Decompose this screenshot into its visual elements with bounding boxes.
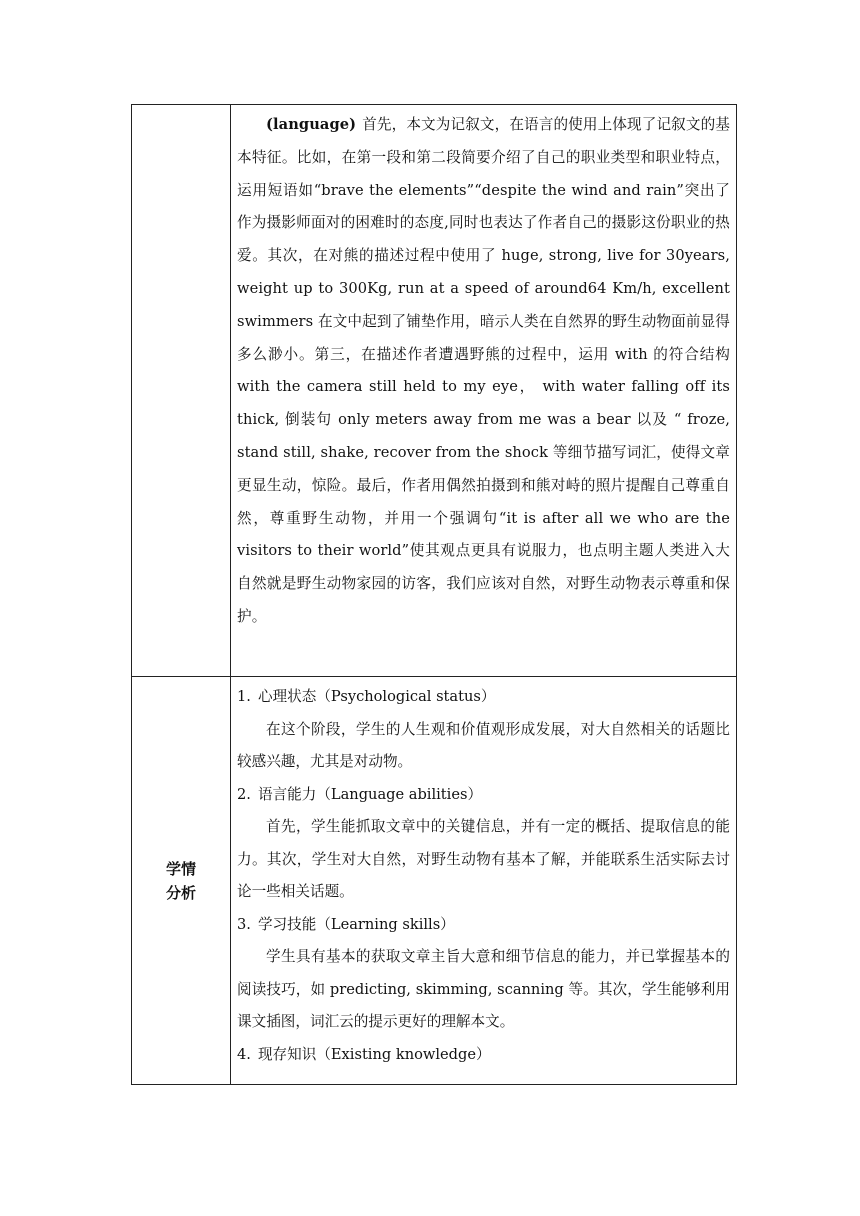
lesson-plan-table (131, 104, 737, 1085)
table-row-student-analysis (132, 677, 737, 1085)
item-text: 在这个阶段，学生的人生观和价值观形成发展，对大自然相关的话题比较感兴趣，尤其是对动物。 (237, 720, 730, 770)
item-heading: 1. 心理状态（Psychological status） (237, 688, 496, 705)
language-analysis-body: 首先，本文为记叙文，在语言的使用上体现了记叙文的基本特征。比如，在第一段和第二段简要介绍了自己的职业类型和职业特点，运用短语如“brave the elements”“despite the wind and rain”突出了作为摄影师面对的困难时的态度,同时也表达了作者自己的摄影这份职业的热爱。其次，在对熊的描述过程中使用了 huge, strong, live for 30years, weight up to 300Kg, run at a speed of around64 Km/h, excellent swimmers 在文中起到了铺垫作用，暗示人类在自然界的野生动物面前显得多么渺小。第三，在描述作者遭遇野熊的过程中，运用 with 的符合结构 with the camera still held to my eye， with water falling off its thick, 倒装句 only meters away from me was a bear 以及 “ froze, stand still, shake, recover from the shock 等细节描写词汇，使得文章更显生动，惊险。最后，作者用偶然拍摄到和熊对峙的照片提醒自己尊重自然，尊重野生动物，并用一个强调句“it is after all we who are the visitors to their world”使其观点更具有说服力，也点明主题人类进入大自然就是野生动物家园的访客，我们应该对自然，对野生动物表示尊重和保护。 (237, 116, 730, 625)
language-analysis-paragraph (237, 109, 730, 634)
item-text: 首先，学生能抓取文章中的关键信息，并有一定的概括、提取信息的能力。其次，学生对大自然，对野生动物有基本了解，并能联系生活实际去讨论一些相关话题。 (237, 818, 730, 900)
student-analysis-label (161, 857, 201, 905)
item-text: 学生具有基本的获取文章主旨大意和细节信息的能力，并已掌握基本的阅读技巧，如 predicting, skimming, scanning 等。其次，学生能够利用课文插图，词汇云的提示更好的理解本文。 (237, 948, 730, 1030)
label-line-2: 分析 (165, 883, 196, 902)
label-line-1: 学情 (165, 859, 196, 878)
language-lead: (language) (266, 116, 357, 133)
student-analysis-content-cell (231, 677, 737, 1085)
item-language-abilities (237, 779, 730, 909)
student-analysis-label-cell (132, 677, 231, 1085)
item-psychological-status (237, 681, 730, 779)
item-heading: 2. 语言能力（Language abilities） (237, 785, 483, 803)
item-existing-knowledge (237, 1039, 730, 1072)
item-heading: 3. 学习技能（Learning skills） (237, 915, 455, 933)
item-heading: 4. 现存知识（Existing knowledge） (237, 1045, 491, 1063)
table-row-language-analysis (132, 105, 737, 677)
empty-label-cell (132, 105, 231, 677)
item-learning-skills (237, 909, 730, 1039)
language-analysis-cell (231, 105, 737, 677)
